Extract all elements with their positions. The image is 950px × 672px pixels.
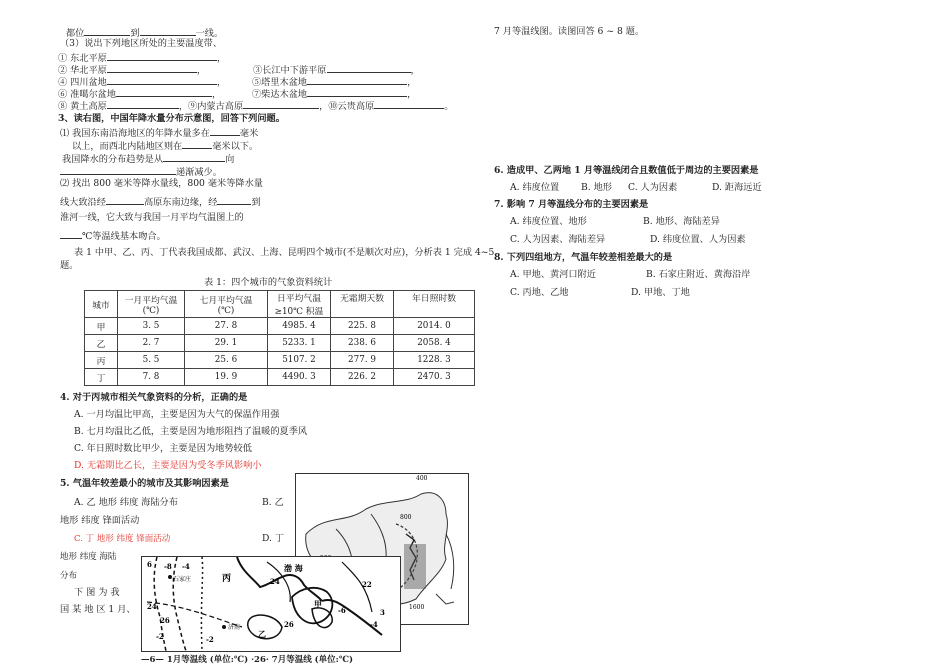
option-7c[interactable]: C. 人为因素、海陆差异 <box>510 234 606 245</box>
option-7a[interactable]: A. 纬度位置、地形 <box>510 216 587 227</box>
table-cell: 4985. 4 <box>268 318 331 335</box>
option-8c[interactable]: C. 丙地、乙地 <box>510 287 569 298</box>
option-4d-answer[interactable]: D. 无霜期比乙长，主要是因为受冬季风影响小 <box>74 460 262 471</box>
precip-line-2: 以上，而西北内陆地区则在 毫米以下。 <box>72 141 259 152</box>
question-5: 5. 气温年较差最小的城市及其影响因素是 <box>60 478 229 489</box>
table-cell: 3. 5 <box>118 318 185 335</box>
table-header-row <box>85 291 475 318</box>
table-cell: 1228. 3 <box>394 352 475 369</box>
figure-intro-1: 下 图 为 我 <box>74 587 120 598</box>
label-6: 6 <box>147 560 152 569</box>
isotherm-map-svg <box>142 557 400 651</box>
option-6b[interactable]: B. 地形 <box>581 182 612 193</box>
item-tarim-basin: ⑤塔里木盆地 ， <box>252 77 417 88</box>
label-1600: 1600 <box>409 604 425 611</box>
table-row <box>85 335 475 352</box>
question-7: 7. 影响 7 月等温线分布的主要因素是 <box>494 199 649 210</box>
header-city: 城市 <box>85 291 118 318</box>
option-5b-cont: 地形 纬度 锋面活动 <box>60 515 140 526</box>
table-cell: 2470. 3 <box>394 369 475 386</box>
header-jan-temp: 一月平均气温 (℃) <box>118 291 185 318</box>
header-jul-temp: 七月平均气温 (℃) <box>185 291 268 318</box>
label-24b: 24 <box>270 577 280 586</box>
precip-line-3: 我国降水的分布趋势是从 向 <box>62 154 235 165</box>
table-cell: 4490. 3 <box>268 369 331 386</box>
item-sichuan-basin: ④ 四川盆地 ， <box>58 77 227 88</box>
label-800: 800 <box>400 514 412 521</box>
option-8d[interactable]: D. 甲地、丁地 <box>631 287 690 298</box>
right-intro: 7 月等温线图。读图回答 6 ~ 8 题。 <box>494 26 645 37</box>
header-accum-temp: 日平均气温 ≥10℃ 积温 <box>268 291 331 318</box>
option-7d[interactable]: D. 纬度位置、人为因素 <box>650 234 746 245</box>
option-4a[interactable]: A. 一月均温比甲高，主要是因为大气的保温作用强 <box>74 409 280 420</box>
table-cell: 29. 1 <box>185 335 268 352</box>
label-jia: 甲 <box>314 599 322 609</box>
question-3-temperature: （3）说出下列地区所处的主要温度带、 <box>60 38 223 49</box>
table-cell: 甲 <box>85 318 118 335</box>
label-24a: 24 <box>147 602 157 611</box>
label-yi: 乙 <box>258 629 266 639</box>
table-cell: 乙 <box>85 335 118 352</box>
item-junggar-basin: ⑥ 准噶尔盆地 ， <box>58 89 222 100</box>
table-cell: 5233. 1 <box>268 335 331 352</box>
table-intro-2: 题。 <box>60 260 79 271</box>
label-minus4b: -4 <box>370 620 378 629</box>
label-minus8: -8 <box>164 562 172 571</box>
question-4: 4. 对于丙城市相关气象资料的分析，正确的是 <box>60 392 248 403</box>
table-intro: 表 1 中甲、乙、丙、丁代表我国成都、武汉、上海、昆明四个城市(不是顺次对应)，分析表 1 完成 4~5 <box>74 247 495 258</box>
item-north-china-plain: ② 华北平原 ， <box>58 65 207 76</box>
table-cell: 5. 5 <box>118 352 185 369</box>
table-title: 表 1：四个城市的气象资料统计 <box>204 277 333 288</box>
table-row <box>85 352 475 369</box>
option-7b[interactable]: B. 地形、海陆差异 <box>643 216 720 227</box>
option-5b[interactable]: B. 乙 <box>262 497 284 508</box>
label-26a: 26 <box>160 616 170 625</box>
label-minus2b: -2 <box>156 632 164 641</box>
table-cell: 2014. 0 <box>394 318 475 335</box>
header-frost-free: 无霜期天数 <box>331 291 394 318</box>
question-8: 8. 下列四组地方，气温年较差相差最大的是 <box>494 252 673 263</box>
label-22: 22 <box>362 580 372 589</box>
item-yangtze-plain: ③长江中下游平原 ， <box>253 65 420 76</box>
label-minus2: -2 <box>206 635 214 644</box>
precip-line-5: ⑵ 找出 800 毫米等降水量线，800 毫米等降水量 <box>60 178 263 189</box>
table-cell: 19. 9 <box>185 369 268 386</box>
table-cell: 238. 6 <box>331 335 394 352</box>
option-4b[interactable]: B. 七月均温比乙低，主要是因为地形阻挡了温暖的夏季风 <box>74 426 308 437</box>
option-5d[interactable]: D. 丁 <box>262 533 285 544</box>
precip-line-1: ⑴ 我国东南沿海地区的年降水量多在 毫米 <box>60 128 259 139</box>
weather-data-table <box>84 290 475 386</box>
table-row <box>85 318 475 335</box>
isotherm-map <box>141 556 401 652</box>
item-qaidam-basin: ⑦柴达木盆地 ， <box>252 89 417 100</box>
table-cell: 226. 2 <box>331 369 394 386</box>
option-6a[interactable]: A. 纬度位置 <box>510 182 560 193</box>
label-minus6: -6 <box>338 606 346 615</box>
label-minus4: -4 <box>182 562 190 571</box>
precip-line-7: 淮河一线，它大致与我国一月平均气温图上的 <box>60 212 244 223</box>
label-bohai: 渤 海 <box>284 563 303 573</box>
option-5d-cont: 地形 纬度 海陆 <box>60 552 117 562</box>
precip-line-4: 递渐减少。 <box>60 165 222 179</box>
figure-intro-2: 国 某 地 区 1 月、 <box>60 604 136 615</box>
label-bing: 丙 <box>222 574 232 584</box>
option-6d[interactable]: D. 距海远近 <box>712 182 762 193</box>
isotherm-legend: —6— 1月等温线 (单位:℃) ·26· 7月等温线 (单位:℃) <box>141 655 354 665</box>
label-3: 3 <box>380 608 385 617</box>
label-jinan: 济南 <box>228 624 241 631</box>
table-cell: 225. 8 <box>331 318 394 335</box>
label-400: 400 <box>416 475 428 482</box>
precip-line-6: 线大致沿经 高原东南边缘，经 到 <box>60 197 261 208</box>
header-sunshine: 年日照时数 <box>394 291 475 318</box>
table-cell: 277. 9 <box>331 352 394 369</box>
table-cell: 丙 <box>85 352 118 369</box>
table-cell: 5107. 2 <box>268 352 331 369</box>
option-5c-answer[interactable]: C. 丁 地形 纬度 锋面活动 <box>74 534 171 544</box>
line-position: 都位 到 一线。 <box>66 28 224 39</box>
item-plateaus: ⑧ 黄土高原 ，⑨内蒙古高原 ，⑩云贵高原 。 <box>58 101 454 112</box>
table-cell: 27. 8 <box>185 318 268 335</box>
option-5d-cont2: 分布 <box>60 571 78 581</box>
option-6c[interactable]: C. 人为因素 <box>628 182 678 193</box>
label-shijiazhuang: 石家庄 <box>173 576 192 583</box>
table-cell: 2058. 4 <box>394 335 475 352</box>
table-row <box>85 369 475 386</box>
question-6: 6. 造成甲、乙两地 1 月等温线闭合且数值低于周边的主要因素是 <box>494 165 759 176</box>
option-4c[interactable]: C. 年日照时数比甲少，主要是因为地势较低 <box>74 443 252 454</box>
question-3-precipitation: 3、读右图，中国年降水量分布示意图，回答下列问题。 <box>58 113 285 124</box>
option-5a[interactable]: A. 乙 地形 纬度 海陆分布 <box>74 497 178 508</box>
table-cell: 7. 8 <box>118 369 185 386</box>
table-cell: 丁 <box>85 369 118 386</box>
label-26b: 26 <box>284 620 294 629</box>
table-cell: 2. 7 <box>118 335 185 352</box>
item-northeast-plain: ① 东北平原 ， <box>58 53 227 64</box>
table-cell: 25. 6 <box>185 352 268 369</box>
option-8a[interactable]: A. 甲地、黄河口附近 <box>510 269 596 280</box>
precip-line-8: ℃等温线基本吻合。 <box>60 229 166 243</box>
option-8b[interactable]: B. 石家庄附近、黄海沿岸 <box>646 269 751 280</box>
